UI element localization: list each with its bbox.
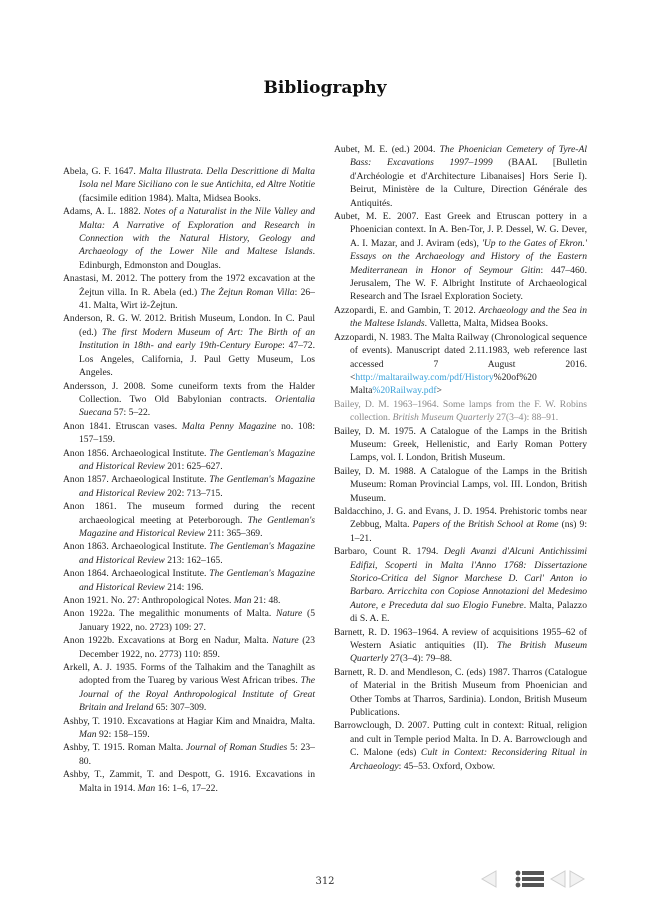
bibliography-entry: Aubet, M. E. 2007. East Greek and Etruscan pottery in a Phoenician context. In A. Ben-Tor, J. P. Dessel, W. G. Dever, A. I. Mazar, and J. Aviram (eds), 'Up to the Gates of Ekron.' Essays on the Archaeology and History of the Eastern Mediterranean in Honor of Seymour Gitin: 447–460. Jerusalem, The W. F. Albright Institute of Archaeological Research and The Israel Exploration Society. — [334, 211, 588, 303]
prev-page-icon[interactable] — [480, 870, 498, 888]
bibliography-entry: Ashby, T. 1915. Roman Malta. Journal of Roman Studies 5: 23–80. — [63, 742, 315, 767]
bibliography-left-column — [63, 165, 315, 795]
bibliography-entry: Barnett, R. D. 1963–1964. A review of acquisitions 1955–62 of Western Asiatic antiquities (II). The British Museum Quarterly 27(3–4): 79–88. — [334, 626, 587, 665]
bibliography-entry: Barnett, R. D. and Mendleson, C. (eds) 1987. Tharros (Catalogue of Material in the British Museum from Phoenician and Other Tombs at Tharros, Sardinia). London, British Museum Publications. — [334, 666, 587, 719]
bibliography-entry: Anon 1841. Etruscan vases. Malta Penny Magazine no. 108: 157–159. — [63, 420, 315, 446]
bibliography-entry: Barbaro, Count R. 1794. Degli Avanzi d'Alcuni Antichissimi Edifizi, Scoperti in Malta l'Anno 1768: Dissertazione Storico-Critica del Signor Marchese D. Carl' Anton io Barbaro. Arricchita con Copiose Annotazioni del Medesimo Autore, e Preceduta dal suo Elogio Funebre. Malta, Palazzo di S. A. E. — [334, 546, 587, 625]
bibliography-entry: Adams, A. L. 1882. Notes of a Naturalist in the Nile Valley and Malta: A Narrative of Exploration and Research in Connection with the Natural History, Geology and Archaeology of the Lower Nile and Maltese Islands. Edinburgh, Edmonston and Douglas. — [63, 206, 315, 271]
bibliography-entry: Anon 1921. No. 27: Anthropological Notes. Man 21: 48. — [63, 595, 281, 606]
bibliography-entry: Anon 1861. The museum formed during the recent archaeological meeting at Peterborough. The Gentleman's Magazine and Historical Review 211: 365–369. — [63, 501, 316, 539]
bibliography-entry: Anon 1864. Archaeological Institute. The Gentleman's Magazine and Historical Review 214: 196. — [63, 568, 315, 593]
url-link[interactable]: http://maltarailway.com/pdf/History — [355, 371, 494, 383]
bibliography-entry: Bailey, D. M. 1988. A Catalogue of the Lamps in the British Museum: Roman Provincial Lamps, vol. III. London, British Museum. — [334, 465, 587, 504]
next-page-icon[interactable] — [568, 870, 586, 888]
bibliography-entry: Anon 1922b. Excavations at Borg en Nadur, Malta. Nature (23 December 1922, no. 2773) 110: 859. — [63, 635, 315, 660]
toc-list-icon[interactable] — [514, 870, 546, 888]
bibliography-entry: Anon 1856. Archaeological Institute. The Gentleman's Magazine and Historical Review 201: 625–627. — [63, 447, 315, 472]
page-number: 312 — [315, 876, 335, 887]
bibliography-entry: Anon 1863. Archaeological Institute. The Gentleman's Magazine and Historical Review 213: 162–165. — [63, 541, 315, 566]
bibliography-entry: Anastasi, M. 2012. The pottery from the 1972 excavation at the Żejtun villa. In R. Abela (ed.) The Żejtun Roman Villa: 26–41. Malta, Wirt iż-Żejtun. — [63, 273, 315, 312]
bibliography-entry: Baldacchino, J. G. and Evans, J. D. 1954. Prehistoric tombs near Zebbug, Malta. Papers of the British School at Rome (ns) 9: 1–21. — [334, 505, 587, 544]
bibliography-entry: Anon 1922a. The megalithic monuments of Malta. Nature (5 January 1922, no. 2723) 109: 27. — [63, 608, 315, 633]
bibliography-entry: Bailey, D. M. 1975. A Catalogue of the Lamps in the British Museum: Greek, Hellenistic, and Early Roman Pottery Lamps, vol. I. London, British Museum. — [334, 425, 587, 464]
bibliography-entry: Anderson, R. G. W. 2012. British Museum, London. In C. Paul (ed.) The first Modern Museum of Art: The Birth of an Institution in 18th- and early 19th-Century Europe: 47–72. Los Angeles, California, J. Paul Getty Museum, Los Angeles. — [63, 313, 315, 379]
page-title: Bibliography — [263, 78, 387, 98]
bibliography-right-column — [334, 143, 587, 773]
bibliography-entry: Barrowclough, D. 2007. Putting cult in context: Ritual, religion and cult in Temple period Malta. In D. A. Barrowclough and C. Malone (eds) Cult in Context: Reconsidering Ritual in Archaeology: 45–53. Oxford, Oxbow. — [334, 720, 587, 772]
bibliography-entry: Bailey, D. M. 1963–1964. Some lamps from the F. W. Robins collection. British Museum Quarterly 27(3–4): 88–91. — [334, 398, 587, 424]
bibliography-entry: Aubet, M. E. (ed.) 2004. The Phoenician Cemetery of Tyre-Al Bass: Excavations 1997–1999 (BAAL [Bulletin d'Archéologie et d'Architecture Libanaises] Hors Serie I). Beirut, Ministère de la Culture, Direction Générale des Antiquités. — [334, 144, 588, 209]
bibliography-entry: Abela, G. F. 1647. Malta Illustrata. Della Descrittione di Malta Isola nel Mare Siciliano con le sue Antichita, ed Altre Notitie (facsimile edition 1984). Malta, Midsea Books. — [63, 166, 316, 204]
url-link[interactable]: %20Railway.pdf — [372, 385, 437, 397]
bibliography-entry: Anon 1857. Archaeological Institute. The Gentleman's Magazine and Historical Review 202: 713–715. — [63, 474, 315, 499]
bibliography-entry: Azzopardi, N. 1983. The Malta Railway (Chronological sequence of events). Manuscript dated 2.11.1983, web reference last accessed 7 August 2016. <http://maltarailway.com/pdf/History%20of%20 Malta%20Railway.pdf> — [334, 331, 587, 397]
bibliography-entry: Azzopardi, E. and Gambin, T. 2012. Archaeology and the Sea in the Maltese Islands. Valletta, Malta, Midsea Books. — [334, 304, 587, 330]
bibliography-entry: Arkell, A. J. 1935. Forms of the Talhakim and the Tanaghilt as adopted from the Tuareg by various West African tribes. The Journal of the Royal Anthropological Institute of Great Britain and Ireland 65: 307–309. — [63, 662, 315, 714]
back-icon[interactable] — [549, 870, 567, 888]
bibliography-entry: Ashby, T. 1910. Excavations at Hagiar Kim and Mnaidra, Malta. Man 92: 158–159. — [63, 715, 315, 741]
bibliography-entry: Ashby, T., Zammit, T. and Despott, G. 1916. Excavations in Malta in 1914. Man 16: 1–6, 17–22. — [63, 769, 315, 794]
bibliography-entry: Andersson, J. 2008. Some cuneiform texts from the Halder Collection. Two Old Babylonian contracts. Orientalia Suecana 57: 5–22. — [63, 380, 315, 419]
